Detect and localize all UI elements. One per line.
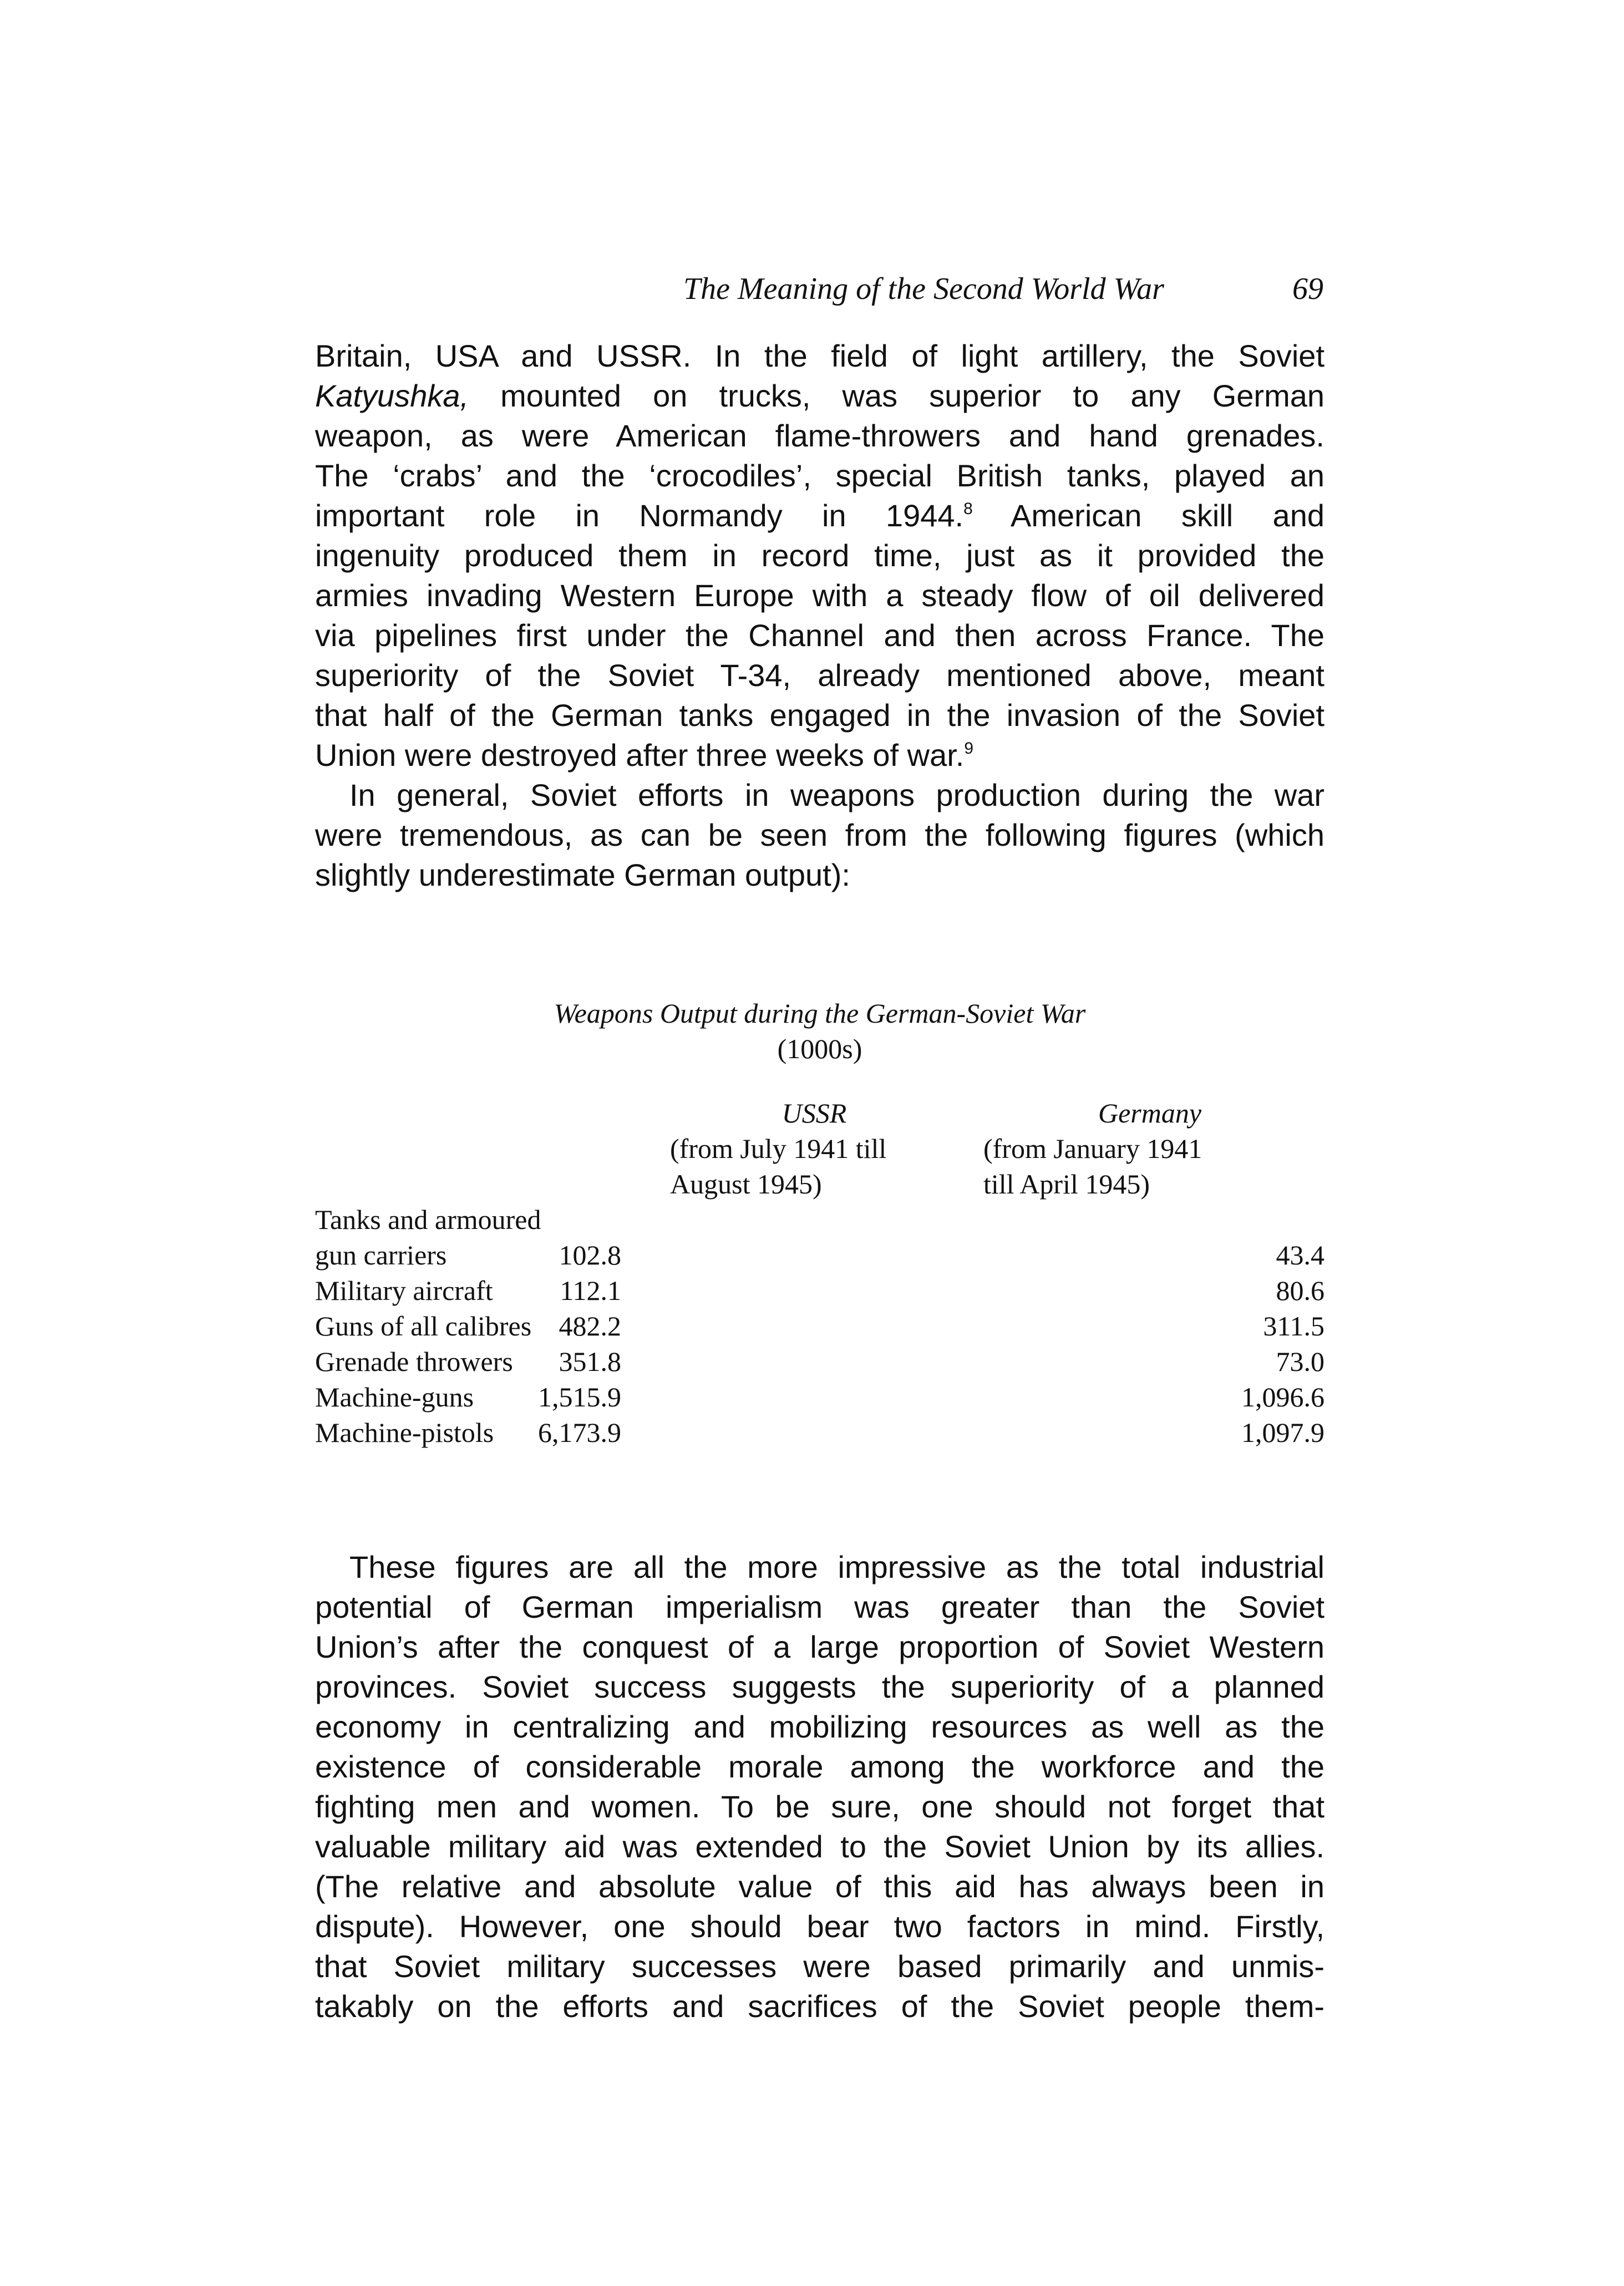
text-line: provinces. Soviet success suggests the superiority of a planned <box>315 1669 1324 1704</box>
cell-ussr: 6,173.9 <box>538 1417 621 1448</box>
text-line: existence of considerable morale among the workforce and the <box>315 1749 1324 1784</box>
footnote-marker: 8 <box>963 500 973 518</box>
table-unit: (1000s) <box>777 1033 862 1064</box>
text-line: potential of German imperialism was greater than the Soviet <box>315 1589 1324 1624</box>
footnote-marker: 9 <box>964 739 974 758</box>
text-line: important role in Normandy in 1944.$^8$ American skill and <box>315 498 1324 533</box>
table-row <box>315 1202 1324 1273</box>
text-line: These figures are all the more impressive as the total industrial <box>349 1550 1324 1584</box>
row-label: Machine-guns <box>315 1381 474 1413</box>
table-row <box>315 1415 1324 1450</box>
text-line: were tremendous, as can be seen from the following figures (which <box>315 817 1324 852</box>
row-label: Grenade throwers <box>315 1346 513 1377</box>
cell-germany: 1,097.9 <box>1241 1417 1324 1448</box>
text-line: Union’s after the conquest of a large proportion of Soviet Western <box>315 1629 1324 1664</box>
cell-germany: 1,096.6 <box>1241 1381 1324 1413</box>
column-period: August 1945) <box>670 1169 822 1200</box>
table-body <box>315 1202 1324 1450</box>
row-label: Guns of all calibres <box>315 1310 532 1342</box>
text-line: economy in centralizing and mobilizing resources as well as the <box>315 1709 1324 1744</box>
text-line: armies invading Western Europe with a steady flow of oil delivered <box>315 578 1324 613</box>
text-line: superiority of the Soviet T-34, already mentioned above, meant <box>315 658 1324 693</box>
column-name: USSR <box>781 1098 847 1129</box>
text-line: ingenuity produced them in record time, just as it provided the <box>315 538 1324 573</box>
page-number: 69 <box>1292 272 1323 306</box>
text-line: via pipelines first under the Channel and then across France. The <box>315 618 1324 653</box>
text-line: takably on the efforts and sacrifices of the Soviet people them- <box>315 1989 1324 2024</box>
table-row <box>315 1344 1324 1379</box>
cell-ussr: 102.8 <box>559 1239 621 1271</box>
cell-germany: 73.0 <box>1276 1346 1324 1377</box>
cell-ussr: 351.8 <box>559 1346 621 1377</box>
table-caption <box>315 995 1324 1066</box>
table-row <box>315 1273 1324 1308</box>
column-period: (from July 1941 till <box>670 1133 887 1164</box>
column-header-ussr <box>670 1095 958 1202</box>
text-line: Britain, USA and USSR. In the field of light artillery, the Soviet <box>315 338 1324 373</box>
cell-ussr: 482.2 <box>559 1310 621 1342</box>
text-line: that half of the German tanks engaged in the invasion of the Soviet <box>315 698 1324 733</box>
cell-germany: 43.4 <box>1276 1239 1324 1271</box>
running-head <box>683 270 1338 308</box>
cell-ussr: 1,515.9 <box>538 1381 621 1413</box>
table-title: Weapons Output during the German-Soviet War <box>554 998 1086 1029</box>
cell-ussr: 112.1 <box>560 1275 621 1306</box>
text-line: weapon, as were American flame-throwers and hand grenades. <box>315 418 1324 453</box>
text-line: slightly underestimate German output): <box>315 857 850 892</box>
column-name: Germany <box>1098 1098 1202 1129</box>
text-line: valuable military aid was extended to the Soviet Union by its allies. <box>315 1829 1324 1864</box>
column-period: till April 1945) <box>983 1169 1150 1200</box>
table-row <box>315 1379 1324 1415</box>
body-text-bottom <box>315 1547 1324 2026</box>
cell-germany: 80.6 <box>1276 1275 1324 1306</box>
row-label: Tanks and armoured gun carriers <box>315 1204 541 1271</box>
row-label: Military aircraft <box>315 1275 493 1306</box>
text-line: Union were destroyed after three weeks of war.$^9$ <box>315 738 974 773</box>
body-text-top <box>315 336 1324 895</box>
text-line: dispute). However, one should bear two factors in mind. Firstly, <box>315 1909 1324 1944</box>
text-line: The ‘crabs’ and the ‘crocodiles’, special British tanks, played an <box>315 458 1324 493</box>
text-line: (The relative and absolute value of this aid has always been in <box>315 1869 1324 1904</box>
italic-term: Katyushka, <box>315 378 469 413</box>
table-row <box>315 1308 1324 1344</box>
column-header-germany <box>983 1095 1316 1202</box>
text-line: Katyushka, mounted on trucks, was superior to any German <box>315 378 1324 413</box>
cell-germany: 311.5 <box>1263 1310 1324 1342</box>
text-line: In general, Soviet efforts in weapons production during the war <box>349 778 1324 812</box>
column-period: (from January 1941 <box>983 1133 1202 1164</box>
text-line: fighting men and women. To be sure, one should not forget that <box>315 1789 1324 1824</box>
running-title: The Meaning of the Second World War <box>683 272 1164 306</box>
row-label: Machine-pistols <box>315 1417 494 1448</box>
text-line: that Soviet military successes were based primarily and unmis- <box>315 1949 1324 1984</box>
